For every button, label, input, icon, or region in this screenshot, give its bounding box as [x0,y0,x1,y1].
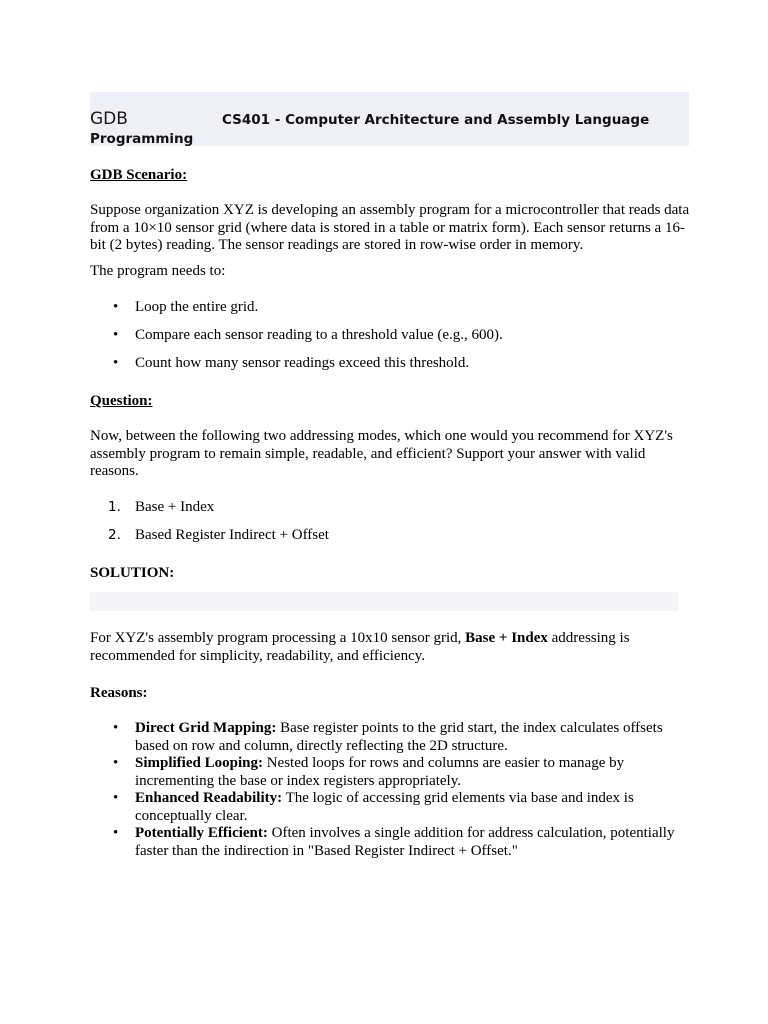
reason-text: Base register points to the grid start, the index calculates offsets based on row and column, directly reflecting the 2D structure. [135,720,663,754]
bullet-icon: • [113,790,119,806]
bullet-icon: • [113,299,119,315]
shaded-separator [90,592,678,611]
option-number: 2. [108,527,121,543]
course-title-continuation: Programming [90,131,194,147]
options-list [90,499,690,555]
list-item [90,790,690,825]
reason-title: Direct Grid Mapping: [135,720,277,736]
reason-title: Potentially Efficient: [135,825,268,841]
list-item [90,527,690,545]
needs-intro: The program needs to: [90,263,226,279]
bullet-icon: • [113,327,119,343]
need-text: Compare each sensor reading to a threshold value (e.g., 600). [135,327,503,343]
reason-text: Nested loops for rows and columns are easier to manage by incrementing the base or index registers appropriately. [135,755,625,789]
document-page [90,92,690,859]
course-title: CS401 - Computer Architecture and Assembly Language [222,112,650,128]
bullet-icon: • [113,825,119,841]
list-item [90,755,690,790]
reason-title: Simplified Looping: [135,755,263,771]
question-heading: Question: [90,393,153,409]
list-item [90,299,690,317]
header-left-title: GDB [90,109,128,129]
reason-text: The logic of accessing grid elements via base and index is conceptually clear. [135,790,634,824]
solution-intro [90,630,690,665]
bullet-icon: • [113,355,119,371]
question-paragraph: Now, between the following two addressing modes, which one would you recommend for XYZ's assembly program to remain simple, readable, and efficient? Support your answer with valid reasons. [90,428,673,479]
reasons-list [90,720,690,860]
list-item [90,355,690,373]
scenario-heading: GDB Scenario: [90,167,188,183]
need-text: Count how many sensor readings exceed this threshold. [135,355,470,371]
bullet-icon: • [113,755,119,771]
solution-intro-text-end: addressing is recommended for simplicity, readability, and efficiency. [90,630,630,664]
solution-heading: SOLUTION: [90,565,175,581]
list-item [90,327,690,345]
reason-text: Often involves a single addition for address calculation, potentially faster than the indirection in "Based Register Indirect + Offset." [135,825,675,859]
option-number: 1. [108,499,121,515]
scenario-paragraph: Suppose organization XYZ is developing an assembly program for a microcontroller that reads data from a 10×10 sensor grid (where data is stored in a table or matrix form). Each sensor returns a 16-bit (2 bytes) reading. The sensor readings are stored in row-wise order in memory. [90,202,690,253]
option-text: Base + Index [135,499,215,515]
list-item [90,720,690,755]
reasons-heading: Reasons: [90,685,148,701]
need-text: Loop the entire grid. [135,299,259,315]
reason-title: Enhanced Readability: [135,790,283,806]
option-text: Based Register Indirect + Offset [135,527,329,543]
list-item [90,825,690,860]
bullet-icon: • [113,720,119,736]
needs-list [90,299,690,383]
solution-intro-text: For XYZ's assembly program processing a 10x10 sensor grid, [90,630,466,646]
recommended-mode: Base + Index [465,630,548,646]
document-header [90,92,689,146]
list-item [90,499,690,517]
